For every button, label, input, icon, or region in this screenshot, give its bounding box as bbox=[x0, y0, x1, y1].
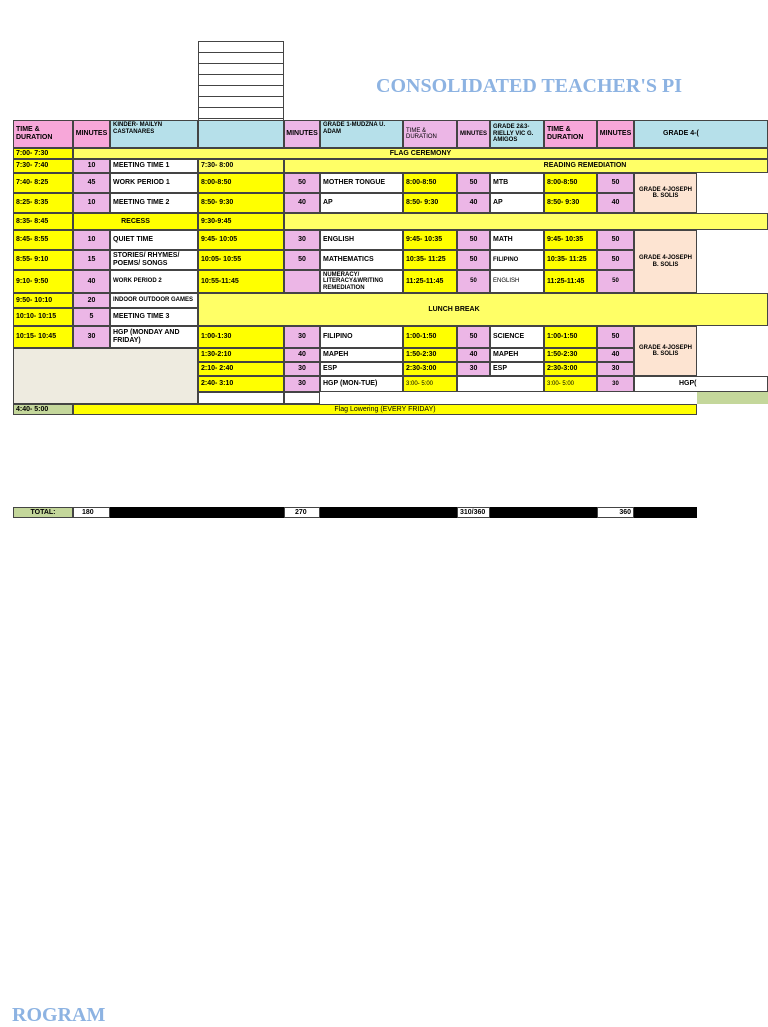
blank-row-g1-min bbox=[284, 392, 320, 404]
header-box bbox=[198, 41, 284, 120]
reading-banner: READING REMEDIATION bbox=[284, 159, 768, 173]
total-g23: 310/360 bbox=[457, 507, 490, 518]
g1-min-1: 50 bbox=[284, 173, 320, 193]
g23-subj-3: FILIPINO bbox=[490, 250, 544, 270]
kinder-act-5: QUIET TIME bbox=[110, 230, 198, 250]
g1-subj-6: NUMERACY/ LITERACY&WRITING REMEDIATION bbox=[320, 270, 403, 293]
hgp-partial: HGP( bbox=[634, 376, 768, 392]
header-time-2: TIME & DURATION bbox=[403, 120, 457, 148]
header-minutes-2: MINUTES bbox=[284, 120, 320, 148]
g23-min-4: 50 bbox=[457, 270, 490, 293]
g1-min-10: 30 bbox=[284, 376, 320, 392]
g1-min-6 bbox=[284, 270, 320, 293]
header-time-3: TIME & DURATION bbox=[544, 120, 597, 148]
g23-subj-0: MTB bbox=[490, 173, 544, 193]
g23-min-6: 40 bbox=[457, 348, 490, 362]
kinder-min-10: 30 bbox=[73, 326, 110, 348]
g23-time-6: 1:50-2:30 bbox=[403, 348, 457, 362]
kinder-min-8: 20 bbox=[73, 293, 110, 308]
g1-subj-8: MAPEH bbox=[320, 348, 403, 362]
g23-subj-1: AP bbox=[490, 193, 544, 213]
g4-min-0: 50 bbox=[597, 173, 634, 193]
green-strip bbox=[697, 392, 768, 404]
g1-time-9: 2:10- 2:40 bbox=[198, 362, 284, 376]
g4-min-7: 30 bbox=[597, 362, 634, 376]
g1-min-8: 40 bbox=[284, 348, 320, 362]
kinder-time-3: 8:25- 8:35 bbox=[13, 193, 73, 213]
g23-subj-4: ENGLISH bbox=[490, 270, 544, 293]
g1-subj-2: AP bbox=[320, 193, 403, 213]
kinder-time-6: 8:55- 9:10 bbox=[13, 250, 73, 270]
kinder-time-8: 9:50- 10:10 bbox=[13, 293, 73, 308]
g4-time-3: 10:35- 11:25 bbox=[544, 250, 597, 270]
g4-time-5: 1:00-1:50 bbox=[544, 326, 597, 348]
g4-min-8: 30 bbox=[597, 376, 634, 392]
g1-time-3: 9:30-9:45 bbox=[198, 213, 284, 230]
kinder-min-6: 15 bbox=[73, 250, 110, 270]
kinder-time-9: 10:10- 10:15 bbox=[13, 308, 73, 326]
g1-time-2: 8:50- 9:30 bbox=[198, 193, 284, 213]
recess-row-fill bbox=[284, 213, 768, 230]
g23-subj-6: MAPEH bbox=[490, 348, 544, 362]
g4-teacher-1: GRADE 4-JOSEPH B. SOLIS bbox=[634, 173, 697, 213]
blank-row-g1-time bbox=[198, 392, 284, 404]
total-bar-4 bbox=[634, 507, 697, 518]
header-minutes-4: MINUTES bbox=[597, 120, 634, 148]
kinder-empty-block bbox=[13, 348, 198, 404]
g4-time-2: 9:45- 10:35 bbox=[544, 230, 597, 250]
header-grade4: GRADE 4-( bbox=[634, 120, 768, 148]
lunch-break-banner: LUNCH BREAK bbox=[198, 293, 768, 326]
g1-time-6: 10:55-11:45 bbox=[198, 270, 284, 293]
g1-time-8: 1:30-2:10 bbox=[198, 348, 284, 362]
g23-subj-2: MATH bbox=[490, 230, 544, 250]
header-time: TIME & DURATION bbox=[13, 120, 73, 148]
g23-min-0: 50 bbox=[457, 173, 490, 193]
kinder-min-9: 5 bbox=[73, 308, 110, 326]
g4-time-8: 3:00- 5:00 bbox=[544, 376, 597, 392]
total-bar-1 bbox=[110, 507, 284, 518]
kinder-act-6: STORIES/ RHYMES/ POEMS/ SONGS bbox=[110, 250, 198, 270]
header-blank bbox=[198, 120, 284, 148]
flag-lowering-banner: Flag Lowering (EVERY FRIDAY) bbox=[73, 404, 697, 415]
g1-subj-10: HGP (MON-TUE) bbox=[320, 376, 403, 392]
recess-label: RECESS bbox=[73, 213, 198, 230]
kinder-time-2: 7:40- 8:25 bbox=[13, 173, 73, 193]
last-time: 4:40- 5:00 bbox=[13, 404, 73, 415]
g1-subj-4: ENGLISH bbox=[320, 230, 403, 250]
g23-time-3: 10:35- 11:25 bbox=[403, 250, 457, 270]
total-label: TOTAL: bbox=[13, 507, 73, 518]
g4-time-6: 1:50-2:30 bbox=[544, 348, 597, 362]
total-bar-3 bbox=[490, 507, 597, 518]
g23-time-0: 8:00-8:50 bbox=[403, 173, 457, 193]
g1-subj-9: ESP bbox=[320, 362, 403, 376]
g1-subj-1: MOTHER TONGUE bbox=[320, 173, 403, 193]
header-grade23: GRADE 2&3- RIELLY VIC G. AMIGOS bbox=[490, 120, 544, 148]
g1-min-4: 30 bbox=[284, 230, 320, 250]
header-grade1: GRADE 1-MUDZNA U. ADAM bbox=[320, 120, 403, 148]
kinder-act-10: HGP (MONDAY AND FRIDAY) bbox=[110, 326, 198, 348]
g4-min-4: 50 bbox=[597, 270, 634, 293]
header-kinder: KINDER- MAILYN CASTANARES bbox=[110, 120, 198, 148]
total-g4: 360 bbox=[597, 507, 634, 518]
g1-min-2: 40 bbox=[284, 193, 320, 213]
g4-min-3: 50 bbox=[597, 250, 634, 270]
g1-subj-7: FILIPINO bbox=[320, 326, 403, 348]
g1-time-5: 10:05- 10:55 bbox=[198, 250, 284, 270]
g1-min-5: 50 bbox=[284, 250, 320, 270]
kinder-act-8: INDOOR OUTDOOR GAMES bbox=[110, 293, 198, 308]
g23-subj-5: SCIENCE bbox=[490, 326, 544, 348]
g23-time-7: 2:30-3:00 bbox=[403, 362, 457, 376]
g23-time-4: 11:25-11:45 bbox=[403, 270, 457, 293]
kinder-act-9: MEETING TIME 3 bbox=[110, 308, 198, 326]
kinder-time-1: 7:30- 7:40 bbox=[13, 159, 73, 173]
header-minutes: MINUTES bbox=[73, 120, 110, 148]
g23-min-2: 50 bbox=[457, 230, 490, 250]
g23-time-8: 3:00- 5:00 bbox=[403, 376, 457, 392]
g4-time-0: 8:00-8:50 bbox=[544, 173, 597, 193]
total-g1: 270 bbox=[284, 507, 320, 518]
g1-time-0: 7:30- 8:00 bbox=[198, 159, 284, 173]
kinder-min-2: 45 bbox=[73, 173, 110, 193]
total-kinder: 180 bbox=[73, 507, 110, 518]
kinder-act-2: WORK PERIOD 1 bbox=[110, 173, 198, 193]
g4-min-2: 50 bbox=[597, 230, 634, 250]
g23-min-5: 50 bbox=[457, 326, 490, 348]
g1-time-4: 9:45- 10:05 bbox=[198, 230, 284, 250]
g4-min-6: 40 bbox=[597, 348, 634, 362]
kinder-act-1: MEETING TIME 1 bbox=[110, 159, 198, 173]
g23-blank-8 bbox=[457, 376, 544, 392]
g1-subj-5: MATHEMATICS bbox=[320, 250, 403, 270]
g23-subj-7: ESP bbox=[490, 362, 544, 376]
flag-ceremony-banner: FLAG CEREMONY bbox=[73, 148, 768, 159]
g4-min-5: 50 bbox=[597, 326, 634, 348]
g23-min-7: 30 bbox=[457, 362, 490, 376]
g23-time-1: 8:50- 9:30 bbox=[403, 193, 457, 213]
g1-time-10: 2:40- 3:10 bbox=[198, 376, 284, 392]
g4-time-4: 11:25-11:45 bbox=[544, 270, 597, 293]
kinder-time-0: 7:00- 7:30 bbox=[13, 148, 73, 159]
page-title-continued: ROGRAM bbox=[12, 1004, 106, 1026]
header-minutes-3: MINUTES bbox=[457, 120, 490, 148]
kinder-time-7: 9:10- 9:50 bbox=[13, 270, 73, 293]
kinder-time-4: 8:35- 8:45 bbox=[13, 213, 73, 230]
kinder-time-5: 8:45- 8:55 bbox=[13, 230, 73, 250]
g1-time-1: 8:00-8:50 bbox=[198, 173, 284, 193]
kinder-min-5: 10 bbox=[73, 230, 110, 250]
g4-teacher-3: GRADE 4-JOSEPH B. SOLIS bbox=[634, 326, 697, 376]
kinder-time-10: 10:15- 10:45 bbox=[13, 326, 73, 348]
g1-time-7: 1:00-1:30 bbox=[198, 326, 284, 348]
g23-min-3: 50 bbox=[457, 250, 490, 270]
kinder-min-7: 40 bbox=[73, 270, 110, 293]
page-title: CONSOLIDATED TEACHER'S PI bbox=[376, 75, 682, 97]
g1-min-9: 30 bbox=[284, 362, 320, 376]
g4-min-1: 40 bbox=[597, 193, 634, 213]
g4-time-1: 8:50- 9:30 bbox=[544, 193, 597, 213]
g4-teacher-2: GRADE 4-JOSEPH B. SOLIS bbox=[634, 230, 697, 293]
g4-time-7: 2:30-3:00 bbox=[544, 362, 597, 376]
kinder-min-1: 10 bbox=[73, 159, 110, 173]
g23-time-5: 1:00-1:50 bbox=[403, 326, 457, 348]
kinder-act-3: MEETING TIME 2 bbox=[110, 193, 198, 213]
g23-min-1: 40 bbox=[457, 193, 490, 213]
g1-min-7: 30 bbox=[284, 326, 320, 348]
kinder-act-7: WORK PERIOD 2 bbox=[110, 270, 198, 293]
g23-time-2: 9:45- 10:35 bbox=[403, 230, 457, 250]
kinder-min-3: 10 bbox=[73, 193, 110, 213]
total-bar-2 bbox=[320, 507, 457, 518]
